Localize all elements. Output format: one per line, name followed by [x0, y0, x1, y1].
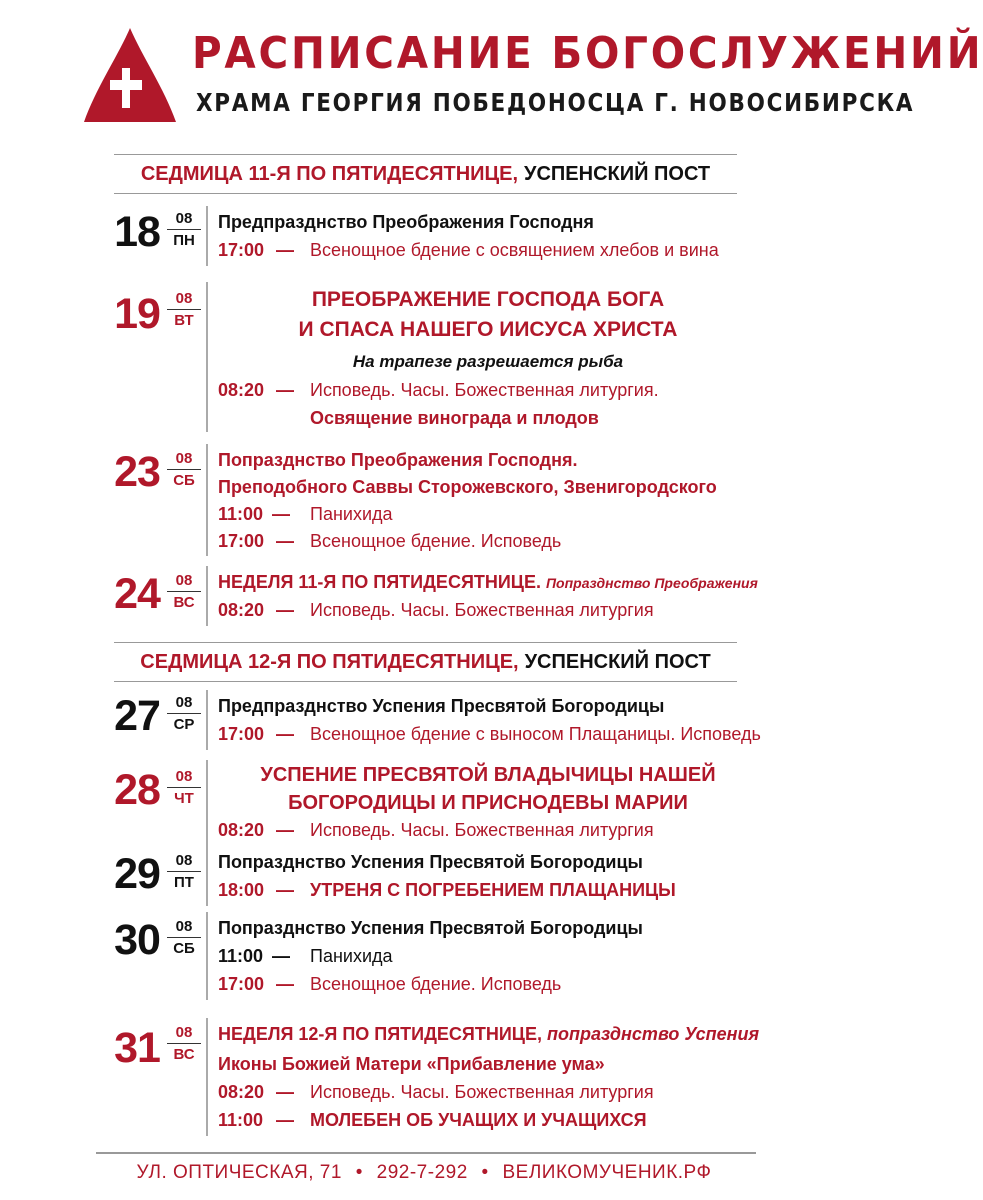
sunday-title: НЕДЕЛЯ 11-Я ПО ПЯТИДЕСЯТНИЦЕ.: [218, 572, 541, 592]
service-time: 17:00: [218, 240, 265, 260]
week-title: СЕДМИЦА 12-Я ПО ПЯТИДЕСЯТНИЦЕ,: [140, 650, 519, 673]
phone: 292-7-292: [376, 1162, 468, 1183]
service-text-extra: Освящение винограда и плодов: [310, 408, 599, 428]
service-dash: —: [272, 504, 290, 524]
feast-title-line1: УСПЕНИЕ ПРЕСВЯТОЙ ВЛАДЫЧИЦЫ НАШЕЙ: [260, 764, 716, 786]
service-text: Исповедь. Часы. Божественная литургия: [310, 1082, 654, 1102]
day-meta: [167, 210, 201, 252]
weekday: ПН: [173, 232, 195, 249]
service-time: 11:00: [218, 504, 264, 524]
separator: •: [355, 1162, 363, 1183]
day-heading-secondary: Иконы Божией Матери «Прибавление ума»: [218, 1054, 605, 1074]
day-meta: [167, 450, 201, 492]
day-meta: [167, 768, 201, 810]
weekday: СР: [173, 716, 195, 733]
day-number: 23: [114, 448, 160, 496]
service-text: Исповедь. Часы. Божественная литургия.: [310, 380, 659, 400]
service-text: Исповедь. Часы. Божественная литургия: [310, 600, 654, 620]
day-heading: Предпразднство Успения Пресвятой Богородицы: [218, 696, 665, 716]
month-number: 08: [167, 768, 201, 788]
website-link[interactable]: ВЕЛИКОМУЧЕНИК.РФ: [502, 1162, 712, 1183]
day-number: 24: [114, 570, 160, 618]
service-time: 08:20: [218, 820, 265, 840]
page-header: [0, 0, 983, 150]
address: УЛ. ОПТИЧЕСКАЯ, 71: [136, 1162, 342, 1183]
weekday: ВТ: [174, 312, 194, 329]
service-time: 11:00: [218, 1110, 264, 1130]
service-dash: —: [272, 946, 290, 966]
service-text: Исповедь. Часы. Божественная литургия: [310, 820, 654, 840]
divider: [206, 444, 208, 556]
day-meta: [167, 1024, 201, 1066]
service-dash: —: [276, 240, 294, 260]
service-dash: —: [276, 531, 294, 551]
weekday: ЧТ: [174, 790, 194, 807]
month-number: 08: [167, 450, 201, 470]
month-number: 08: [167, 572, 201, 592]
month-number: 08: [167, 918, 201, 938]
day-meta: [167, 852, 201, 894]
day-number: 27: [114, 692, 160, 740]
fasting-note: На трапезе разрешается рыба: [352, 352, 624, 371]
page-subtitle: ХРАМА ГЕОРГИЯ ПОБЕДОНОСЦА Г. НОВОСИБИРСКА: [196, 88, 915, 117]
weekday: ВС: [173, 1046, 195, 1063]
day-number: 28: [114, 766, 160, 814]
month-number: 08: [167, 290, 201, 310]
month-number: 08: [167, 694, 201, 714]
footer-divider: [96, 1152, 756, 1154]
weekday: СБ: [173, 472, 195, 489]
day-heading: Попразднство Преображения Господня.: [218, 450, 578, 470]
service-text: УТРЕНЯ С ПОГРЕБЕНИЕМ ПЛАЩАНИЦЫ: [310, 880, 676, 900]
divider: [206, 690, 208, 750]
service-text: Всенощное бдение. Исповедь: [310, 531, 562, 551]
divider: [206, 912, 208, 1000]
sunday-note: попразднство Успения: [546, 1024, 760, 1044]
day-heading: Попразднство Успения Пресвятой Богородицы: [218, 852, 643, 872]
week-title: СЕДМИЦА 11-Я ПО ПЯТИДЕСЯТНИЦЕ,: [140, 162, 519, 185]
week-fast: УСПЕНСКИЙ ПОСТ: [524, 650, 711, 673]
day-meta: [167, 694, 201, 736]
service-dash: —: [276, 380, 294, 400]
day-number: 29: [114, 850, 160, 898]
service-dash: —: [276, 880, 294, 900]
divider: [206, 846, 208, 906]
day-heading: Попразднство Успения Пресвятой Богородицы: [218, 918, 643, 938]
service-dash: —: [276, 1110, 294, 1130]
service-time: 17:00: [218, 724, 265, 744]
service-text: МОЛЕБЕН ОБ УЧАЩИХ И УЧАЩИХСЯ: [310, 1110, 647, 1130]
weekday: ПТ: [174, 874, 194, 891]
feast-title-line2: БОГОРОДИЦЫ И ПРИСНОДЕВЫ МАРИИ: [288, 792, 688, 814]
month-number: 08: [167, 1024, 201, 1044]
service-time: 11:00: [218, 946, 264, 966]
divider: [206, 566, 208, 626]
day-meta: [167, 290, 201, 332]
divider: [206, 1018, 208, 1136]
service-dash: —: [276, 974, 294, 994]
day-heading: Предпразднство Преображения Господня: [218, 212, 594, 232]
service-dash: —: [276, 820, 294, 840]
service-text: Всенощное бдение. Исповедь: [310, 974, 562, 994]
day-heading: [218, 1024, 759, 1045]
sunday-note: Попразднство Преображения: [545, 575, 758, 591]
month-number: 08: [167, 210, 201, 230]
service-time: 17:00: [218, 974, 265, 994]
day-number: 31: [114, 1024, 160, 1072]
page-title: РАСПИСАНИЕ БОГОСЛУЖЕНИЙ: [192, 28, 983, 79]
divider: [206, 282, 208, 432]
day-heading: [218, 572, 758, 593]
sunday-title: НЕДЕЛЯ 12-Я ПО ПЯТИДЕСЯТНИЦЕ,: [218, 1024, 542, 1044]
service-text: Панихида: [310, 946, 393, 966]
service-dash: —: [276, 600, 294, 620]
footer-contacts: [0, 1162, 848, 1184]
church-cross-icon: [82, 26, 178, 124]
service-dash: —: [276, 724, 294, 744]
month-number: 08: [167, 852, 201, 872]
service-time: 17:00: [218, 531, 265, 551]
service-time: 08:20: [218, 380, 265, 400]
day-heading-secondary: Преподобного Саввы Сторожевского, Звенигородского: [218, 477, 717, 497]
day-meta: [167, 572, 201, 614]
day-number: 19: [114, 290, 160, 338]
day-number: 18: [114, 208, 160, 256]
service-text: Всенощное бдение с выносом Плащаницы. Исповедь: [310, 724, 761, 744]
day-meta: [167, 918, 201, 960]
weekday: СБ: [173, 940, 195, 957]
divider: [206, 760, 208, 846]
service-time: 18:00: [218, 880, 265, 900]
week-fast: УСПЕНСКИЙ ПОСТ: [524, 162, 711, 185]
feast-title-line1: ПРЕОБРАЖЕНИЕ ГОСПОДА БОГА: [311, 288, 665, 311]
service-text: Панихида: [310, 504, 393, 524]
service-text: Всенощное бдение с освящением хлебов и вина: [310, 240, 719, 260]
day-number: 30: [114, 916, 160, 964]
feast-title-line2: И СПАСА НАШЕГО ИИСУСА ХРИСТА: [298, 318, 678, 341]
week-heading: [114, 642, 737, 682]
week-heading: [114, 154, 737, 194]
service-time: 08:20: [218, 1082, 265, 1102]
service-time: 08:20: [218, 600, 265, 620]
weekday: ВС: [173, 594, 195, 611]
divider: [206, 206, 208, 266]
separator: •: [481, 1162, 489, 1183]
service-dash: —: [276, 1082, 294, 1102]
